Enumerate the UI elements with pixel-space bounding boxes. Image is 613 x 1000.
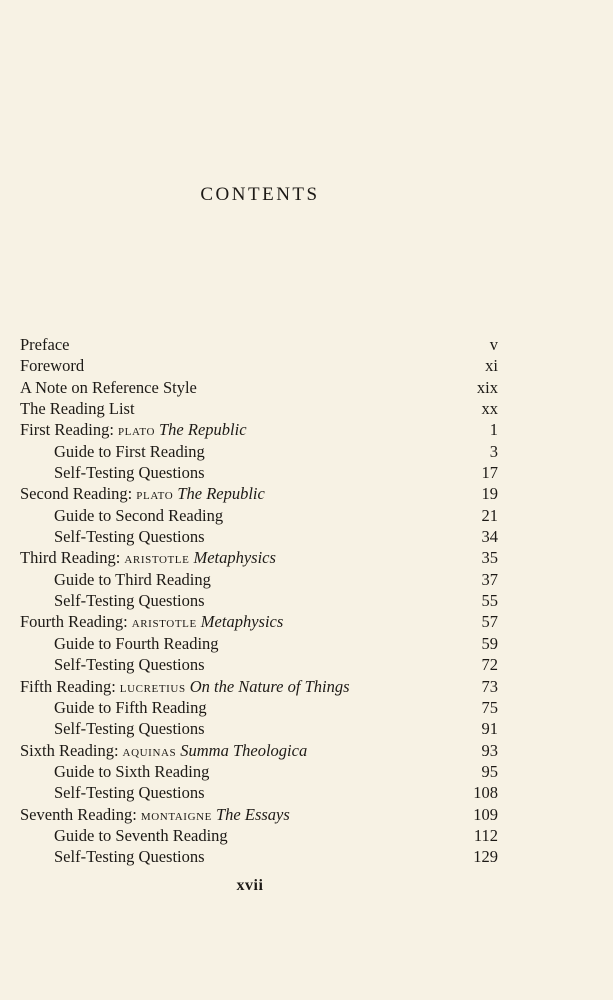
- toc-entry: [20, 462, 498, 483]
- toc-entry-text: [20, 718, 205, 739]
- toc-entry-page-number: 21: [481, 505, 498, 525]
- toc-entry-text: [20, 334, 69, 355]
- toc-entry-label: Guide to Third Reading: [54, 569, 211, 589]
- toc-entry-page-number: 1: [489, 420, 498, 440]
- toc-entry: [20, 377, 498, 398]
- toc-entry-work: Summa Theologica: [180, 740, 308, 760]
- toc-entry-page-number: 73: [481, 676, 498, 696]
- toc-entry: [20, 590, 498, 611]
- toc-entry-label: Foreword: [20, 356, 85, 376]
- toc-entry-label: Self-Testing Questions: [54, 527, 205, 547]
- toc-entry-page-number: xix: [476, 377, 498, 397]
- toc-entry-text: [20, 633, 219, 654]
- toc-entry-author: plato: [117, 423, 155, 440]
- contents-heading: CONTENTS: [200, 184, 320, 205]
- toc-entry-author: montaigne: [140, 807, 212, 824]
- toc-entry-page-number: 93: [481, 740, 498, 760]
- toc-entry-work: On the Nature of Things: [189, 676, 350, 696]
- toc-entry-label: Self-Testing Questions: [54, 719, 205, 739]
- page-folio: xvii: [236, 877, 264, 894]
- toc-entry: [20, 633, 498, 654]
- toc-entry: [20, 740, 498, 761]
- toc-entry-label: First Reading:: [20, 420, 114, 440]
- toc-entry-label: A Note on Reference Style: [20, 377, 197, 397]
- toc-entry: [20, 526, 498, 547]
- toc-entry: [20, 419, 498, 440]
- toc-entry-page-number: 34: [481, 527, 498, 547]
- toc-entry-work: The Republic: [159, 420, 247, 440]
- toc-entry-label: Sixth Reading:: [20, 740, 119, 760]
- toc-entry-label: Guide to Fifth Reading: [54, 697, 207, 717]
- toc-entry-text: [20, 846, 205, 867]
- toc-entry-page-number: 35: [481, 548, 498, 568]
- toc-entry-text: [20, 804, 290, 827]
- toc-entry: [20, 611, 498, 632]
- toc-entry-label: Preface: [20, 335, 70, 354]
- toc-entry-text: [20, 355, 84, 376]
- toc-entry: [20, 782, 498, 803]
- toc-entry-text: [20, 782, 205, 803]
- toc-entry-label: Fourth Reading:: [20, 612, 128, 632]
- toc-entry-page-number: 109: [473, 804, 498, 824]
- toc-entry-work: The Republic: [177, 484, 265, 504]
- toc-entry: [20, 441, 498, 462]
- toc-entry-label: Guide to Sixth Reading: [54, 761, 210, 781]
- toc-entry-text: [20, 526, 205, 547]
- table-of-contents: [20, 334, 498, 868]
- toc-entry: [20, 334, 498, 355]
- toc-entry-text: [20, 419, 247, 442]
- toc-entry-author: plato: [136, 487, 174, 504]
- toc-entry-label: Guide to Fourth Reading: [54, 633, 219, 653]
- toc-entry-text: [20, 547, 276, 570]
- toc-entry: [20, 398, 498, 419]
- toc-entry: [20, 676, 498, 697]
- toc-entry-text: [20, 740, 307, 763]
- toc-entry: [20, 547, 498, 568]
- toc-entry-page-number: 91: [481, 719, 498, 739]
- toc-entry-text: [20, 697, 207, 718]
- toc-entry: [20, 825, 498, 846]
- toc-entry-label: Self-Testing Questions: [54, 655, 205, 675]
- toc-entry-text: [20, 676, 350, 699]
- toc-entry-page-number: 129: [473, 847, 498, 867]
- toc-entry-label: Third Reading:: [20, 548, 121, 568]
- toc-entry: [20, 761, 498, 782]
- toc-entry-page-number: xx: [481, 399, 498, 419]
- toc-entry-work: Metaphysics: [193, 548, 276, 568]
- toc-entry-page-number: v: [489, 335, 498, 354]
- toc-entry-author: lucretius: [119, 679, 186, 696]
- toc-entry-label: Fifth Reading:: [20, 676, 116, 696]
- toc-entry: [20, 718, 498, 739]
- toc-entry-label: Guide to Second Reading: [54, 505, 224, 525]
- toc-entry-label: Guide to Seventh Reading: [54, 825, 228, 845]
- toc-entry-text: [20, 505, 223, 526]
- toc-entry-page-number: 17: [481, 463, 498, 483]
- toc-entry: [20, 505, 498, 526]
- toc-entry: [20, 654, 498, 675]
- toc-entry-author: aquinas: [122, 743, 177, 760]
- toc-entry-author: aristotle: [124, 551, 190, 568]
- toc-entry: [20, 569, 498, 590]
- toc-entry-page-number: 3: [489, 441, 498, 461]
- toc-entry-page-number: 57: [481, 612, 498, 632]
- toc-entry-page-number: 75: [481, 697, 498, 717]
- toc-entry: [20, 804, 498, 825]
- toc-entry-page-number: 72: [481, 655, 498, 675]
- toc-entry-text: [20, 590, 205, 611]
- toc-entry-page-number: 112: [473, 825, 498, 845]
- toc-entry-text: [20, 761, 209, 782]
- toc-entry-page-number: 19: [481, 484, 498, 504]
- toc-entry-page-number: 37: [481, 569, 498, 589]
- toc-entry-work: The Essays: [215, 804, 290, 824]
- toc-entry-page-number: 59: [481, 633, 498, 653]
- toc-entry-text: [20, 398, 135, 419]
- toc-entry-page-number: 108: [473, 783, 498, 803]
- toc-entry-page-number: xi: [485, 356, 498, 376]
- toc-entry-text: [20, 462, 205, 483]
- toc-entry-label: Self-Testing Questions: [54, 591, 205, 611]
- toc-entry: [20, 697, 498, 718]
- toc-entry-label: The Reading List: [20, 399, 135, 419]
- toc-entry-author: aristotle: [131, 615, 197, 632]
- toc-entry: [20, 846, 498, 867]
- toc-entry-work: Metaphysics: [200, 612, 284, 632]
- toc-entry-label: Seventh Reading:: [20, 804, 137, 824]
- toc-entry-text: [20, 654, 205, 675]
- toc-entry-label: Second Reading:: [20, 484, 133, 504]
- toc-entry-label: Self-Testing Questions: [54, 783, 205, 803]
- toc-entry: [20, 355, 498, 376]
- toc-entry-text: [20, 377, 197, 398]
- toc-entry-label: Self-Testing Questions: [54, 847, 205, 867]
- toc-entry-text: [20, 483, 265, 506]
- toc-entry-text: [20, 611, 283, 634]
- toc-entry-text: [20, 569, 211, 590]
- toc-entry-page-number: 55: [481, 591, 498, 611]
- toc-entry-text: [20, 441, 205, 462]
- toc-entry: [20, 483, 498, 504]
- toc-entry-label: Guide to First Reading: [54, 441, 205, 461]
- toc-entry-label: Self-Testing Questions: [54, 463, 205, 483]
- toc-entry-page-number: 95: [481, 761, 498, 781]
- toc-entry-text: [20, 825, 228, 846]
